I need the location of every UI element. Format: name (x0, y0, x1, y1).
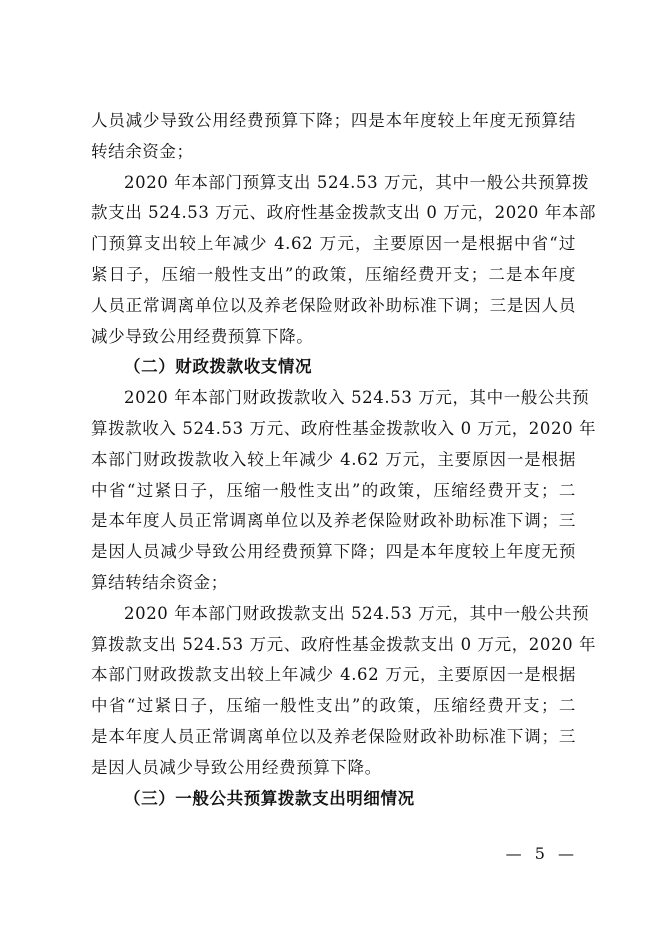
text-line: 2020 年本部门预算支出 524.53 万元，其中一般公共预算拨 (124, 172, 590, 192)
text-line: 本部门财政拨款收入较上年减少 4.62 万元，主要原因一是根据 (91, 449, 576, 469)
text-line: 减少导致公用经费预算下降。 (91, 326, 314, 346)
text-line: 中省“过紧日子，压缩一般性支出”的政策，压缩经费开支；二 (91, 480, 576, 500)
text-line: 2020 年本部门财政拨款收入 524.53 万元，其中一般公共预 (124, 388, 590, 408)
text-line: 紧日子，压缩一般性支出”的政策，压缩经费开支；二是本年度 (91, 264, 576, 284)
text-line: 人员减少导致公用经费预算下降；四是本年度较上年度无预算结 (91, 111, 576, 130)
text-line: 是本年度人员正常调离单位以及养老保险财政补助标准下调；三 (91, 511, 576, 531)
text-line: 算结转结余资金； (91, 572, 228, 592)
page-number: — 5 — (505, 844, 578, 863)
text-line: 是因人员减少导致公用经费预算下降。 (91, 757, 382, 777)
text-line: 是本年度人员正常调离单位以及养老保险财政补助标准下调；三 (91, 726, 576, 746)
section-heading: （二）财政拨款收支情况 (124, 357, 313, 377)
text-line: 款支出 524.53 万元、政府性基金拨款支出 0 万元，2020 年本部 (91, 203, 597, 223)
text-line: 门预算支出较上年减少 4.62 万元，主要原因一是根据中省“过 (91, 234, 576, 254)
text-line: 中省“过紧日子，压缩一般性支出”的政策，压缩经费开支；二 (91, 696, 576, 716)
text-line: 本部门财政拨款支出较上年减少 4.62 万元，主要原因一是根据 (91, 665, 576, 685)
text-line: 是因人员减少导致公用经费预算下降；四是本年度较上年度无预 (91, 542, 576, 562)
text-line: 2020 年本部门财政拨款支出 524.53 万元，其中一般公共预 (124, 603, 590, 623)
text-line: 算拨款收入 524.53 万元、政府性基金拨款收入 0 万元，2020 年 (91, 418, 597, 438)
text-line: 转结余资金； (91, 141, 194, 161)
text-line: 人员正常调离单位以及养老保险财政补助标准下调；三是因人员 (91, 295, 576, 315)
body-text (91, 106, 597, 814)
section-heading: （三）一般公共预算拨款支出明细情况 (124, 788, 415, 808)
text-line: 算拨款支出 524.53 万元、政府性基金拨款支出 0 万元，2020 年 (91, 634, 597, 654)
